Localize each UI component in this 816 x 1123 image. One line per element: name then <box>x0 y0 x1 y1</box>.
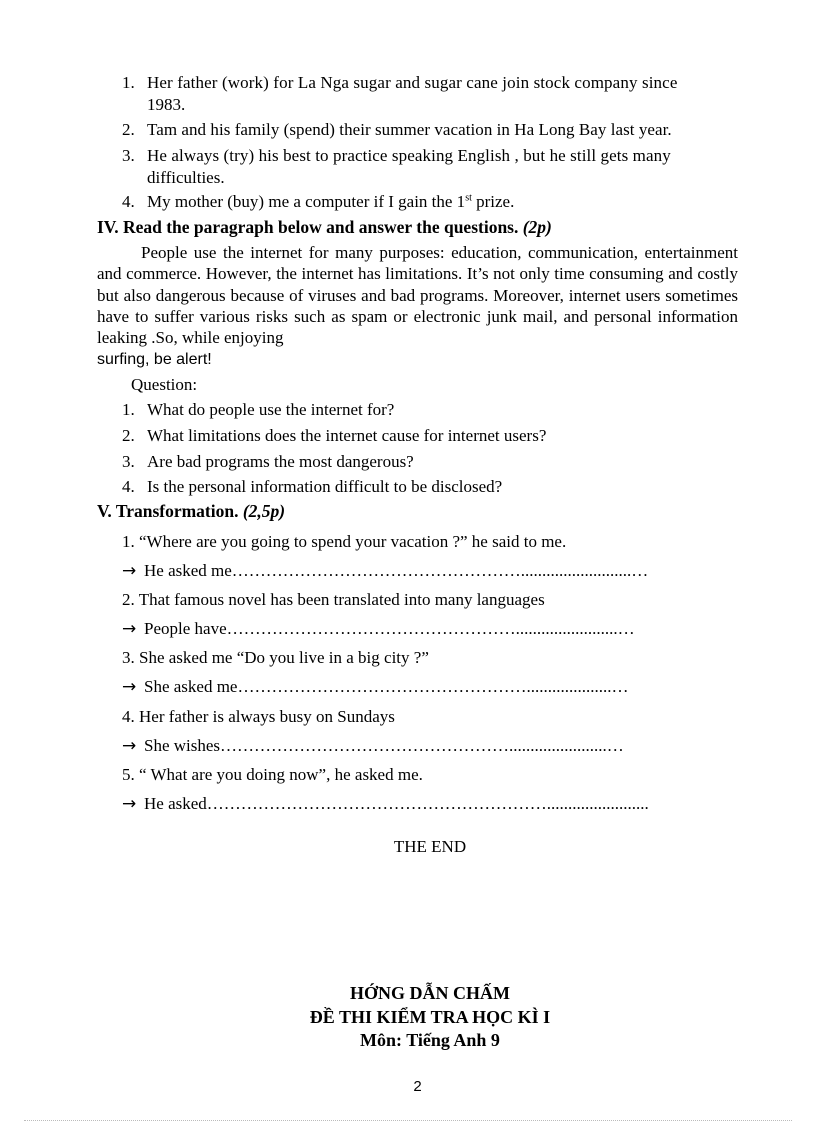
section-points: (2,5p) <box>242 501 286 521</box>
item-text: What limitations does the internet cause for internet users? <box>147 426 547 445</box>
exercise-item-2 <box>122 119 672 141</box>
item-text-end: prize. <box>471 192 515 211</box>
item-text: He always (try) his best to practice speaking English , but he still gets many <box>147 146 671 165</box>
question-item-1 <box>122 399 394 421</box>
item-number: 3. <box>122 146 135 165</box>
answer-line: People have……………………………………………........................… <box>144 619 635 638</box>
page-bottom-border <box>24 1120 792 1121</box>
reading-paragraph <box>97 242 738 371</box>
exercise-item-1 <box>122 72 677 94</box>
item-text: My mother (buy) me a computer if I gain the 1 <box>147 192 466 211</box>
section-iv-heading <box>97 216 552 238</box>
arrow-icon: → <box>122 677 137 697</box>
exercise-item-3-continuation: difficulties. <box>147 168 225 187</box>
arrow-icon: → <box>122 619 137 639</box>
question-item-4 <box>122 476 502 498</box>
item-number: 3. <box>122 452 135 471</box>
paragraph-text-end: surfing, be alert! <box>97 351 212 369</box>
paragraph-text: People use the internet for many purposes: education, communication, entertainment and commerce. However, the internet has limitations. It’s not only time consuming and costly but also dangerous because of viruses and bad programs. Moreover, internet users sometimes have to suffer various risks such as spam or electronic junk mail, and personal information leaking .So, while enjoying <box>97 243 738 348</box>
exercise-item-1-continuation: 1983. <box>147 95 186 114</box>
item-number: 4. <box>122 477 135 496</box>
transformation-answer-1 <box>122 560 648 582</box>
transformation-prompt-1: 1. “Where are you going to spend your vacation ?” he said to me. <box>122 532 567 551</box>
arrow-icon: → <box>122 561 137 581</box>
transformation-prompt-2: 2. That famous novel has been translated into many languages <box>122 590 545 609</box>
exercise-item-3 <box>122 145 671 167</box>
item-text: Tam and his family (spend) their summer vacation in Ha Long Bay last year. <box>147 120 672 139</box>
answer-line: He asked me……………………………………………..........................… <box>144 561 649 580</box>
item-text: Her father (work) for La Nga sugar and sugar cane join stock company since <box>147 73 678 92</box>
item-number: 2. <box>122 426 135 445</box>
exam-title: ĐỀ THI KIỂM TRA HỌC KÌ I <box>309 1007 551 1027</box>
item-text: Is the personal information difficult to be disclosed? <box>147 477 503 496</box>
transformation-answer-4 <box>122 735 624 757</box>
item-text: Are bad programs the most dangerous? <box>147 452 414 471</box>
transformation-prompt-3: 3. She asked me “Do you live in a big city ?” <box>122 648 429 667</box>
item-number: 1. <box>122 400 135 419</box>
answer-key-title: HỚNG DẪN CHẤM <box>350 983 510 1003</box>
transformation-answer-2 <box>122 618 635 640</box>
answer-line: She asked me……………………………………………....................… <box>144 677 629 696</box>
transformation-answer-5 <box>122 793 649 815</box>
arrow-icon: → <box>122 736 137 756</box>
section-v-heading <box>97 500 285 522</box>
item-text: What do people use the internet for? <box>147 400 395 419</box>
item-number: 1. <box>122 73 135 92</box>
question-item-3 <box>122 451 414 473</box>
transformation-answer-3 <box>122 676 628 698</box>
ordinal-suffix: st <box>465 192 472 204</box>
item-number: 4. <box>122 192 135 211</box>
subject-title: Môn: Tiếng Anh 9 <box>360 1030 500 1050</box>
question-label: Question: <box>131 375 198 394</box>
item-number: 2. <box>122 120 135 139</box>
section-title: IV. Read the paragraph below and answer the questions. <box>97 217 519 237</box>
section-title: V. Transformation. <box>97 501 239 521</box>
section-points: (2p) <box>522 217 552 237</box>
answer-line: He asked……………………………………………………........................ <box>144 794 649 813</box>
transformation-prompt-5: 5. “ What are you doing now”, he asked me. <box>122 765 423 784</box>
answer-line: She wishes…………………………………………….......................… <box>144 736 624 755</box>
arrow-icon: → <box>122 794 137 814</box>
page-number: 2 <box>413 1078 422 1095</box>
exercise-item-4 <box>122 191 514 213</box>
the-end-label: THE END <box>393 837 467 856</box>
transformation-prompt-4: 4. Her father is always busy on Sundays <box>122 707 395 726</box>
question-item-2 <box>122 425 546 447</box>
